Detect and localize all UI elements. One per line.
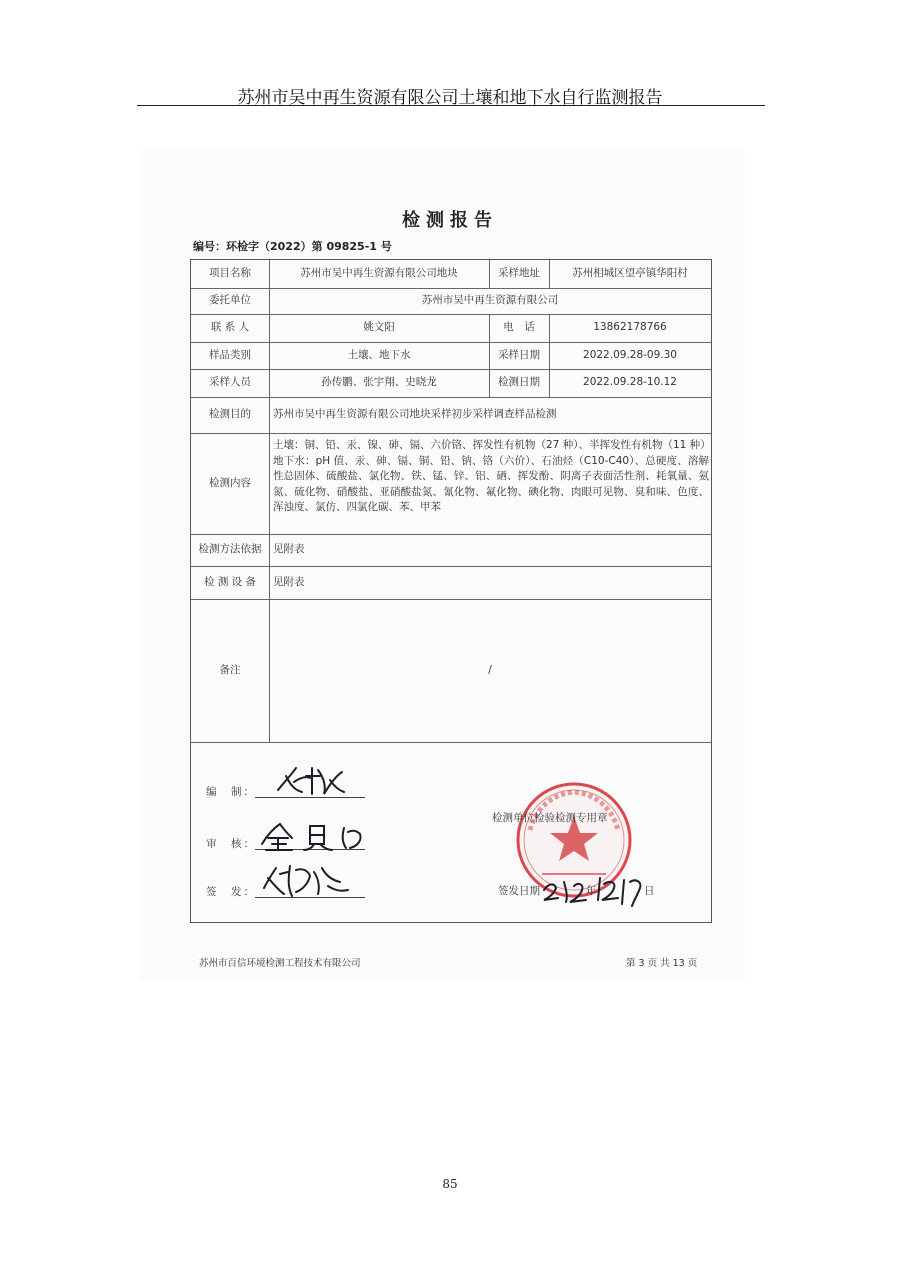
page-header-title: 苏州市吴中再生资源有限公司土壤和地下水自行监测报告 (237, 88, 663, 108)
sampler-label: 采样人员 (209, 376, 251, 389)
sample-type-value: 土壤、地下水 (347, 348, 411, 361)
issuer-label: 签 发： (206, 886, 256, 898)
client-value: 苏州市吴中再生资源有限公司 (421, 294, 559, 307)
remarks-label: 备注 (219, 663, 241, 676)
contact-label: 联 系 人 (210, 321, 250, 334)
contact-value: 姚文阳 (363, 321, 395, 334)
compiler-label: 编 制： (206, 786, 256, 798)
report-number: 编号：环检字（2022）第 09825-1 号 (193, 240, 392, 253)
sampler-value: 孙传鹏、张宇翔、史晓龙 (321, 376, 437, 389)
equipment-value: 见附表 (273, 575, 305, 588)
test-date-value: 2022.09.28-10.12 (583, 376, 677, 389)
sampling-site-value: 苏州相城区望亭镇华阳村 (572, 267, 688, 280)
content-soil: 土壤：铜、铅、汞、镍、砷、镉、六价铬、挥发性有机物（27 种）、半挥发性有机物（11 种） (273, 439, 711, 451)
test-date-label: 检测日期 (498, 376, 540, 389)
sampling-date-label: 采样日期 (498, 348, 540, 361)
purpose-value: 苏州市吴中再生资源有限公司地块采样初步采样调查样品检测 (273, 408, 557, 421)
phone-value: 13862178766 (593, 321, 667, 334)
project-name-label: 项目名称 (209, 267, 251, 280)
header-divider (137, 105, 765, 106)
purpose-label: 检测目的 (209, 408, 251, 421)
report-title: 检测报告 (402, 210, 498, 231)
project-name-value: 苏州市吴中再生资源有限公司地块 (300, 267, 458, 280)
footer-company: 苏州市百信环境检测工程技术有限公司 (199, 958, 361, 969)
issue-date-label: 签发日期 (498, 885, 540, 897)
sample-type-label: 样品类别 (209, 348, 251, 361)
sampling-date-value: 2022.09.28-09.30 (583, 348, 677, 361)
compiler-signature (272, 762, 352, 800)
client-label: 委托单位 (209, 294, 251, 307)
row-divider (191, 742, 711, 743)
reviewer-label: 审 核： (206, 838, 256, 850)
content-groundwater: 地下水：pH 值、汞、砷、镉、铜、铅、钠、铬（六价）、石油烃（C10-C40）、总硬度、溶解性总固体、硫酸盐、氯化物、铁、锰、锌、铝、硒、挥发酚、阴离子表面活性剂、耗氧量、氨氮、硫化物、硝酸盐、亚硝酸盐氮、氰化物、氟化物、碘化物、肉眼可见物、臭和味、色度、浑浊度、氯仿、四氯化碳、苯、甲苯 (273, 454, 709, 513)
method-label: 检测方法依据 (198, 543, 262, 556)
remarks-value: / (488, 663, 492, 676)
equipment-label: 检 测 设 备 (203, 575, 256, 588)
issuer-signature (258, 858, 358, 902)
page-number: 85 (442, 1177, 458, 1191)
sampling-site-label: 采样地址 (498, 267, 540, 280)
footer-page-info: 第 3 页 共 13 页 (626, 958, 698, 969)
issue-year-unit: 年 (586, 885, 597, 897)
phone-label: 电 话 (503, 321, 535, 334)
issue-date-handwriting (540, 860, 650, 908)
issue-day-unit: 日 (644, 885, 655, 897)
reviewer-signature (258, 818, 368, 854)
content-label: 检测内容 (209, 476, 251, 489)
content-value (273, 438, 709, 516)
stamp-label: 检测单位检验检测专用章 (492, 812, 608, 824)
method-value: 见附表 (273, 543, 305, 556)
